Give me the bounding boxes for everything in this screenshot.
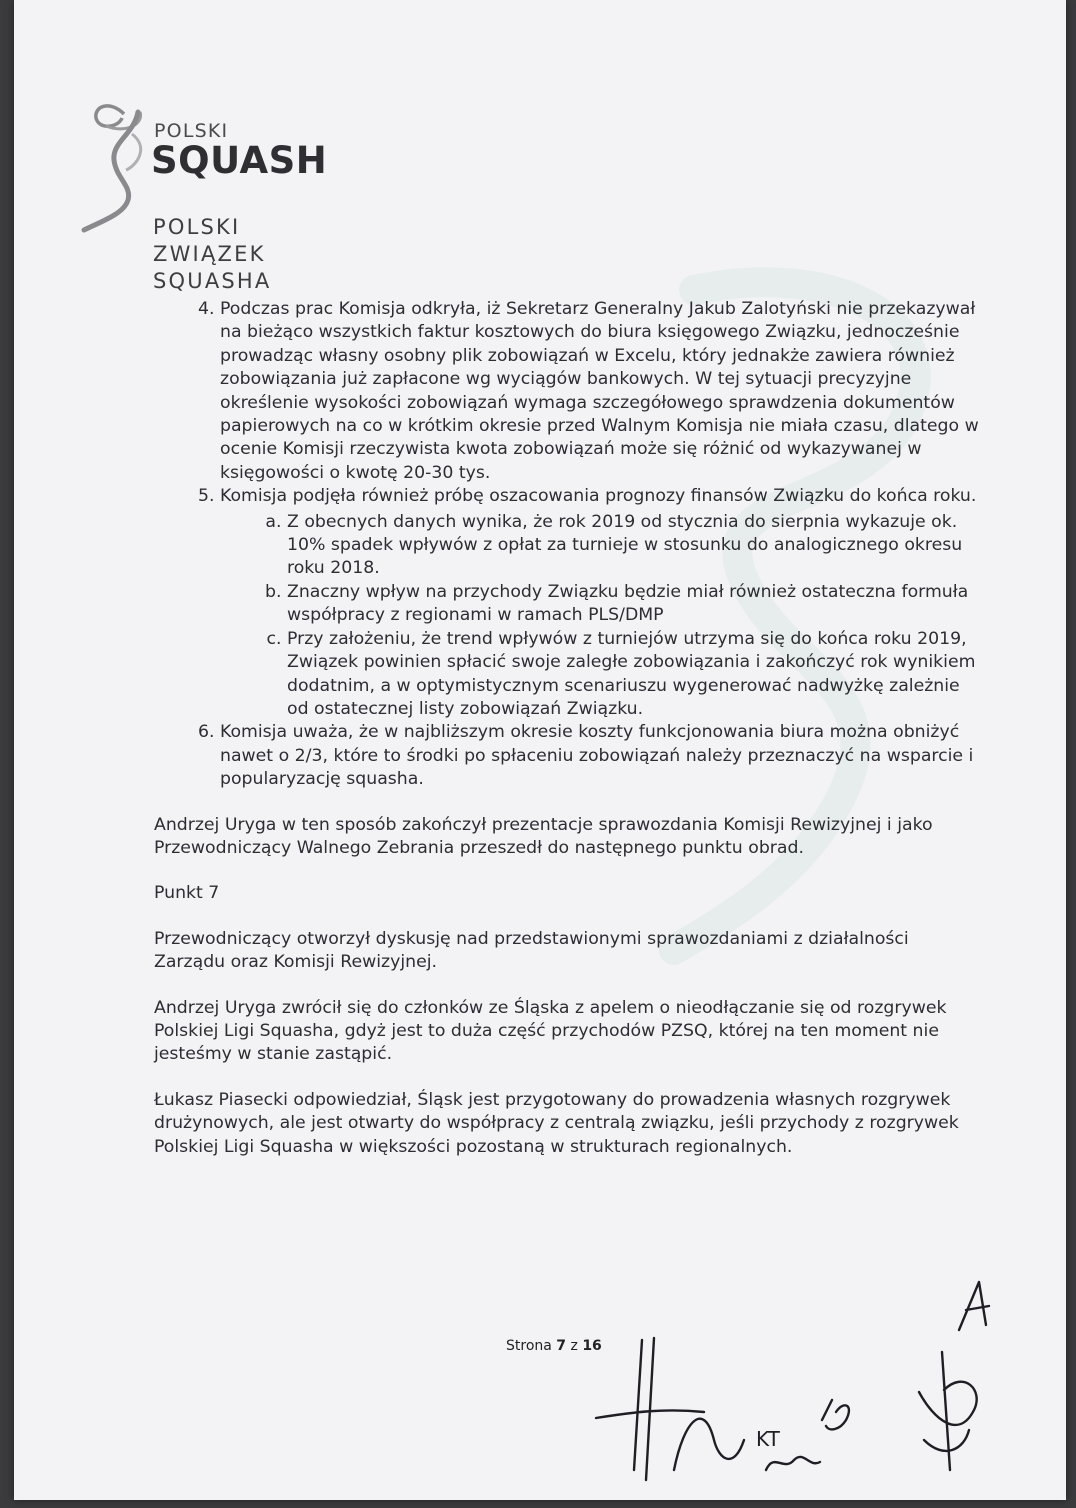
lettered-sublist bbox=[220, 511, 984, 722]
signature-4-icon bbox=[919, 1352, 977, 1470]
numbered-list bbox=[154, 298, 984, 792]
sublist-item-c bbox=[287, 628, 984, 722]
org-name-line: POLSKI bbox=[153, 215, 241, 239]
brand-polski: POLSKI bbox=[154, 120, 229, 142]
list-item-text: Komisja podjęła również próbę oszacowania prognozy finansów Związku do końca roku. bbox=[220, 486, 977, 507]
appeal-paragraph: Andrzej Uryga zwrócił się do członków ze Śląska z apelem o nieodłączanie się od rozgrywek Polskiej Ligi Squasha, gdyż jest to duża część przychodów PZSQ, której na ten moment nie jesteśmy w stanie zastąpić. bbox=[154, 997, 947, 1065]
list-item-6 bbox=[220, 721, 984, 791]
page-current: 7 bbox=[556, 1338, 567, 1354]
page-number bbox=[506, 1338, 602, 1354]
org-name-line: SQUASHA bbox=[153, 269, 272, 293]
document-body bbox=[154, 298, 984, 1159]
signature-1-icon bbox=[596, 1338, 744, 1480]
list-item-text: Podczas prac Komisja odkryła, iż Sekretarz Generalny Jakub Zalotyński nie przekazywał na bieżąco wszystkich faktur kosztowych do biura księgowego Związku, jednocześnie prowadząc własny osobny plik zobowiązań w Excelu, który jednakże zawiera również zobowiązania już zapłacone wg wyciągów bankowych. W tej sytuacji precyzyjne określenie wysokości zobowiązań wymaga szczegółowego sprawdzenia dokumentów papierowych na co w krótkim okresie przed Walnym Komisja nie miała czasu, dlatego w ocenie Komisji rzeczywista kwota zobowiązań może się różnić od wykazywanej w księgowości o kwotę 20-30 tys. bbox=[220, 299, 979, 483]
organization-name bbox=[153, 214, 271, 295]
sublist-item-a bbox=[287, 511, 984, 581]
sublist-item-text: Przy założeniu, że trend wpływów z turniejów utrzyma się do końca roku 2019, Związek powinien spłacić swoje zaległe zobowiązania i zakończyć rok wynikiem dodatnim, a w optymistycznym scenariuszu wygenerować nadwyżkę zależnie od ostatecznej listy zobowiązań Związku. bbox=[287, 628, 976, 719]
brand-squash: SQUASH bbox=[151, 139, 328, 182]
signature-2-icon bbox=[766, 1457, 820, 1470]
signature-3-icon bbox=[822, 1400, 849, 1429]
document-page bbox=[14, 0, 1066, 1500]
page-sep: z bbox=[570, 1338, 578, 1354]
initials-kt: KT bbox=[756, 1427, 780, 1451]
list-item-5 bbox=[220, 485, 984, 721]
list-item-text: Komisja uważa, że w najbliższym okresie koszty funkcjonowania biura można obniżyć nawet o 2/3, które to środki po spłaceniu zobowiązań należy przeznaczyć na wsparcie i popularyzację squasha. bbox=[220, 722, 974, 790]
initial-a-signature-icon bbox=[959, 1282, 989, 1330]
sublist-item-text: Z obecnych danych wynika, że rok 2019 od stycznia do sierpnia wykazuje ok. 10% spadek wpływów z opłat za turnieje w stosunku do analogicznego okresu roku 2018. bbox=[287, 511, 963, 579]
discussion-paragraph: Przewodniczący otworzył dyskusję nad przedstawionymi sprawozdaniami z działalności Zarządu oraz Komisji Rewizyjnej. bbox=[154, 928, 909, 973]
list-item-4 bbox=[220, 298, 984, 485]
sublist-item-b bbox=[287, 581, 984, 628]
summary-paragraph: Andrzej Uryga w ten sposób zakończył prezentacje sprawozdania Komisji Rewizyjnej i jako Przewodniczący Walnego Zebrania przeszedł do następnego punktu obrad. bbox=[154, 814, 933, 858]
page-total: 16 bbox=[582, 1338, 602, 1354]
response-paragraph: Łukasz Piasecki odpowiedział, Śląsk jest przygotowany do prowadzenia własnych rozgrywek drużynowych, ale jest otwarty do współpracy z centralą związku, jeśli przychody z rozgrywek Polskiej Ligi Squasha w większości pozostaną w strukturach regionalnych. bbox=[154, 1089, 959, 1157]
sublist-item-text: Znaczny wpływ na przychody Związku będzie miał również ostateczna formuła współpracy z regionami w ramach PLS/DMP bbox=[287, 581, 969, 626]
section-heading: Punkt 7 bbox=[154, 883, 220, 904]
org-name-line: ZWIĄZEK bbox=[153, 242, 266, 266]
page-prefix: Strona bbox=[506, 1338, 552, 1354]
